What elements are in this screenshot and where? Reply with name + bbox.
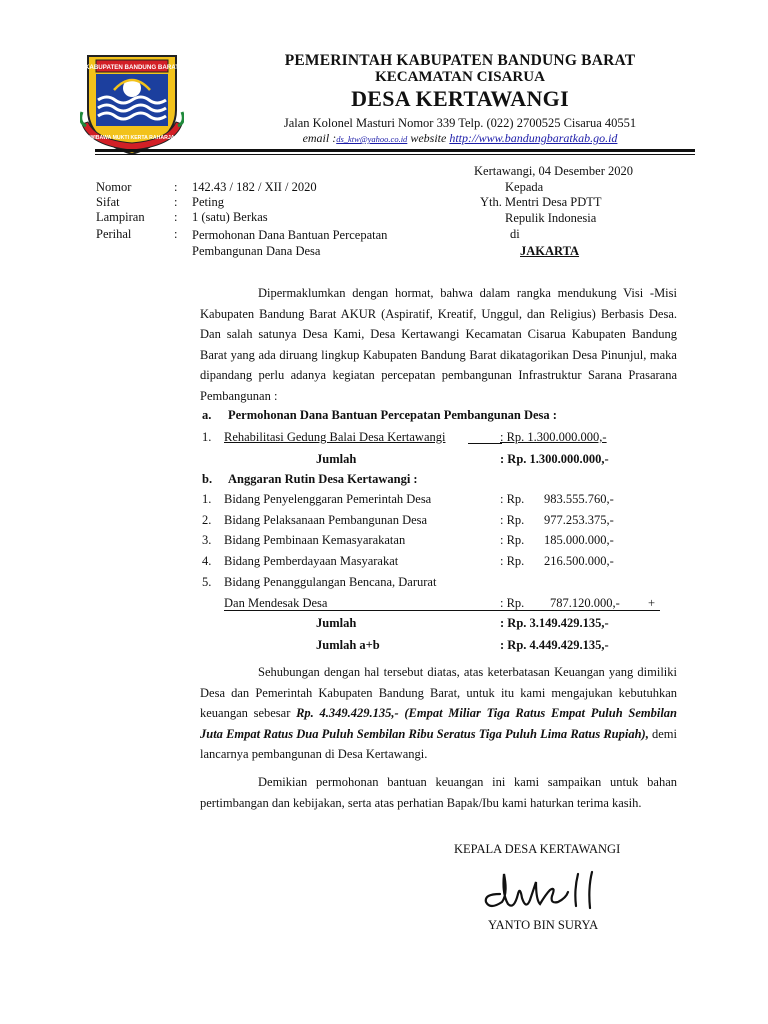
- ab-total-amount: : Rp. 4.449.429.135,-: [500, 638, 609, 652]
- value-perihal-2: Pembangunan Dana Desa: [192, 244, 321, 258]
- closing-text: Demikian permohonan bantuan keuangan ini kami sampaikan untuk bahan pertimbangan dan kebijakan, serta atas perhatian Bapak/Ibu kami haturkan terima kasih.: [200, 775, 677, 810]
- b-item-rp: : Rp.: [500, 533, 525, 547]
- letterhead-rule-thin: [95, 154, 695, 155]
- letterhead-contact: [200, 131, 720, 146]
- b-item-label-cont: Dan Mendesak Desa: [224, 596, 328, 610]
- label-sifat: Sifat: [96, 195, 120, 209]
- b-item-rp: : Rp.: [500, 492, 525, 506]
- b-item-amount: 216.500.000,-: [544, 554, 614, 568]
- closing-paragraph: [200, 772, 677, 813]
- value-sifat: Peting: [192, 195, 224, 209]
- a-item-label: Rehabilitasi Gedung Balai Desa Kertawangi: [224, 430, 446, 444]
- colon: :: [174, 227, 178, 241]
- section-b-marker: b.: [202, 472, 213, 486]
- logo-top-text: KABUPATEN BANDUNG BARAT: [84, 64, 180, 71]
- section-b-title: Anggaran Rutin Desa Kertawangi :: [228, 472, 418, 486]
- signatory-title: KEPALA DESA KERTAWANGI: [454, 842, 621, 856]
- letterhead-district: KECAMATAN CISARUA: [375, 69, 545, 85]
- b-item-label: Bidang Penyelenggaran Pemerintah Desa: [224, 492, 432, 506]
- letter-date: Kertawangi, 04 Desember 2020: [474, 164, 633, 178]
- b-item-amount: 983.555.760,-: [544, 492, 614, 506]
- label-nomor: Nomor: [96, 180, 132, 194]
- recipient-di: di: [510, 227, 520, 241]
- signature-scribble: [478, 864, 628, 914]
- a-item-amount: : Rp. 1.300.000.000,-: [500, 430, 607, 444]
- colon: :: [174, 180, 178, 194]
- b-total-amount: : Rp. 3.149.429.135,-: [500, 616, 609, 630]
- letterhead-rule-thick: [95, 149, 695, 152]
- ab-total-label: Jumlah a+b: [316, 638, 380, 652]
- recipient-city: JAKARTA: [520, 244, 580, 258]
- regency-logo: [80, 50, 184, 156]
- colon: :: [174, 195, 178, 209]
- recipient-country: Repulik Indonesia: [505, 211, 597, 225]
- b-item-number: 3.: [202, 533, 212, 547]
- b-item-label: Bidang Pelaksanaan Pembangunan Desa: [224, 513, 428, 527]
- opening-text: Dipermaklumkan dengan hormat, bahwa dalam rangka mendukung Visi -Misi Kabupaten Bandung Barat AKUR (Aspiratif, Kreatif, Unggul, dan Religius) Berbasis Desa. Dan salah satunya Desa Kami, Desa Kertawangi Kecamatan Cisarua Kabupaten Bandung Barat yang ada diruang lingkup Kabupaten Bandung Barat dikatagorikan Desa Pinunjul, maka dipandang perlu adanya kegiatan percepatan pembangunan Infrastruktur Sarana Prasarana Pembangunan :: [200, 286, 677, 403]
- value-nomor: 142.43 / 182 / XII / 2020: [192, 180, 317, 194]
- b-item-amount: 787.120.000,-: [550, 596, 620, 610]
- request-text-end: demi lancarnya pembangunan di Desa Kertawangi.: [200, 726, 677, 761]
- b-item-rp: : Rp.: [500, 513, 525, 527]
- value-lampiran: 1 (satu) Berkas: [192, 210, 268, 224]
- b-total-label: Jumlah: [316, 616, 357, 630]
- request-paragraph: [200, 662, 677, 765]
- label-perihal: Perihal: [96, 227, 132, 241]
- colon: :: [174, 210, 178, 224]
- request-amount: Rp. 4.349.429.135,- (Empat Miliar Tiga Ratus Empat Puluh Sembilan Juta Empat Ratus Dua Puluh Sembilan Ribu Seratus Tiga Puluh Lima Ratus Rupiah),: [200, 706, 677, 741]
- b-sum-underline: [224, 610, 660, 611]
- label-lampiran: Lampiran: [96, 210, 145, 224]
- b-item-label: Bidang Pembinaan Kemasyarakatan: [224, 533, 406, 547]
- b-item-amount: 185.000.000,-: [544, 533, 614, 547]
- recipient-name: Yth. Mentri Desa PDTT: [480, 195, 602, 209]
- b-item-number: 4.: [202, 554, 212, 568]
- b-item-rp: : Rp.: [500, 554, 525, 568]
- opening-paragraph: [200, 283, 677, 406]
- a-total-amount: : Rp. 1.300.000.000,-: [500, 452, 609, 466]
- letterhead-address: Jalan Kolonel Masturi Nomor 339 Telp. (022) 2700525 Cisarua 40551: [283, 116, 637, 130]
- b-item-number: 2.: [202, 513, 212, 527]
- letterhead-government: PEMERINTAH KABUPATEN BANDUNG BARAT: [284, 52, 636, 69]
- b-item-label: Bidang Pemberdayaan Masyarakat: [224, 554, 399, 568]
- b-item-amount: 977.253.375,-: [544, 513, 614, 527]
- request-text: Sehubungan dengan hal tersebut diatas, atas keterbatasan Keuangan yang dimiliki Desa dan Pemerintah Kabupaten Bandung Barat, untuk itu kami mengajukan kebutuhkan keuangan sebesar: [200, 665, 677, 720]
- b-item-number: 5.: [202, 575, 212, 589]
- a-item-underline: [468, 443, 502, 444]
- email-link[interactable]: ds_ktw@yahoo.co.id: [336, 134, 408, 144]
- website-link[interactable]: http://www.bandungbaratkab.go.id: [449, 131, 618, 145]
- a-total-label: Jumlah: [316, 452, 357, 466]
- signatory-name: YANTO BIN SURYA: [488, 918, 599, 932]
- value-perihal-1: Permohonan Dana Bantuan Percepatan: [192, 228, 388, 242]
- website-label: website: [407, 131, 450, 145]
- b-sum-plus: +: [648, 596, 656, 610]
- section-a-marker: a.: [202, 408, 212, 422]
- letterhead-village: DESA KERTAWANGI: [351, 86, 569, 111]
- b-item-label: Bidang Penanggulangan Bencana, Darurat: [224, 575, 437, 589]
- section-a-title: Permohonan Dana Bantuan Percepatan Pembangunan Desa :: [228, 408, 557, 422]
- b-item-rp: : Rp.: [500, 596, 525, 610]
- email-label: email :: [302, 131, 337, 145]
- a-item-number: 1.: [202, 430, 212, 444]
- b-item-number: 1.: [202, 492, 212, 506]
- logo-motto-text: WIBAWA MUKTI KERTA RAHARJA: [89, 135, 175, 141]
- recipient-kepada: Kepada: [505, 180, 544, 194]
